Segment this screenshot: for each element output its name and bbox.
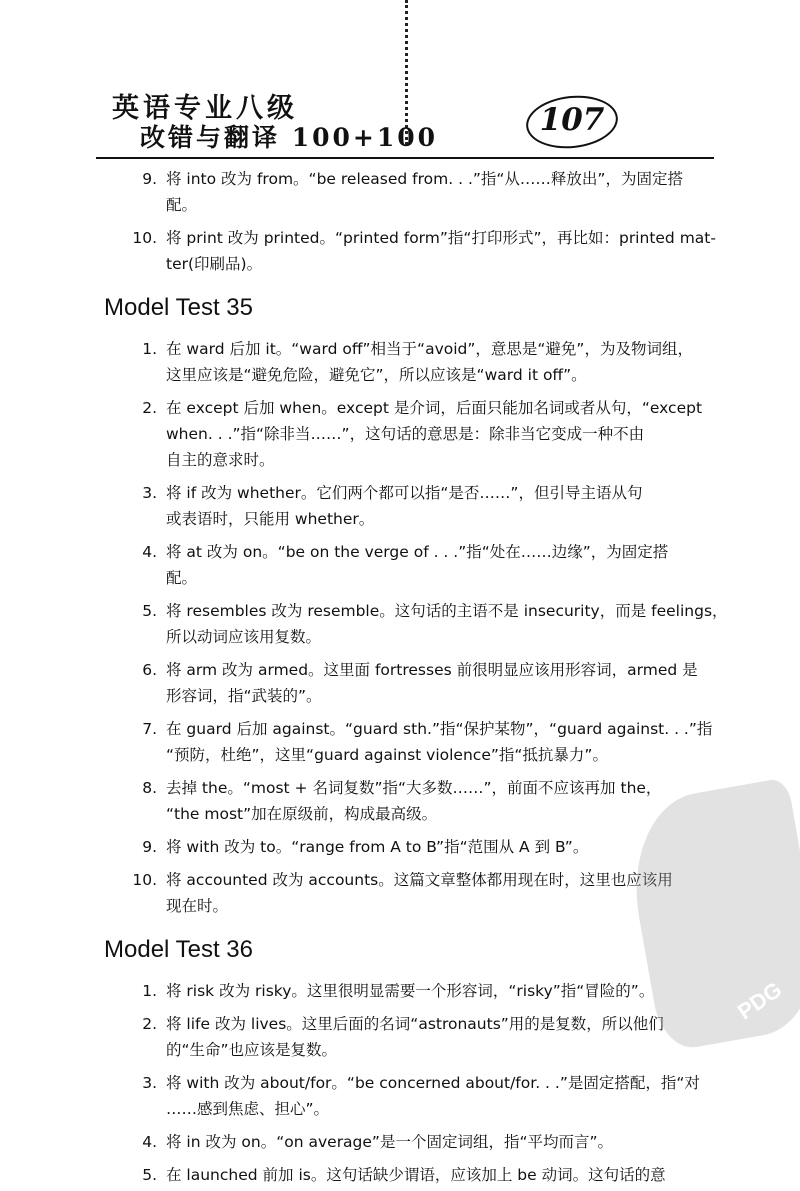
item-text-line: 配。 bbox=[166, 196, 198, 214]
item-text-line: 将 at 改为 on。“be on the verge of . . .”指“处在……边缘”，为固定搭 bbox=[166, 543, 669, 561]
item-number: 1. bbox=[142, 340, 157, 358]
item-number: 1. bbox=[142, 982, 157, 1000]
item-text-line: 所以动词应该用复数。 bbox=[166, 628, 322, 646]
item-number: 10. bbox=[132, 871, 157, 889]
item-text-line: 将 accounted 改为 accounts。这篇文章整体都用现在时，这里也应该用 bbox=[166, 871, 673, 889]
item-text-line: 配。 bbox=[166, 569, 198, 587]
item-text-line: ……感到焦虑、担心”。 bbox=[166, 1100, 330, 1118]
watermark-seal bbox=[620, 777, 800, 1053]
item-text-line: when. . .”指“除非当……”，这句话的意思是：除非当它变成一种不由 bbox=[166, 425, 645, 443]
item-text-line: 在 except 后加 when。except 是介词，后面只能加名词或者从句，“except bbox=[166, 399, 703, 417]
item-number: 5. bbox=[142, 1166, 157, 1184]
item-text-line: ter(印刷品)。 bbox=[166, 255, 263, 273]
page-header bbox=[0, 0, 800, 160]
item-text-line: 现在时。 bbox=[166, 897, 229, 915]
item-number: 7. bbox=[142, 720, 157, 738]
item-number: 8. bbox=[142, 779, 157, 797]
item-number: 2. bbox=[142, 399, 157, 417]
item-text-line: 将 with 改为 about/for。“be concerned about/for. . .”是固定搭配，指“对 bbox=[166, 1074, 700, 1092]
item-number: 9. bbox=[142, 838, 157, 856]
watermark-text: PDG bbox=[732, 976, 787, 1025]
item-number: 3. bbox=[142, 1074, 157, 1092]
section-heading: Model Test 35 bbox=[104, 294, 253, 321]
item-text-line: 将 into 改为 from。“be released from. . .”指“从……释放出”，为固定搭 bbox=[166, 170, 683, 188]
book-subtitle: 改错与翻译 100+100 bbox=[140, 123, 439, 152]
item-text-line: 将 in 改为 on。“on average”是一个固定词组，指“平均而言”。 bbox=[166, 1133, 614, 1151]
item-text-line: 的“生命”也应该是复数。 bbox=[166, 1041, 338, 1059]
item-text-line: 将 with 改为 to。“range from A to B”指“范围从 A 到 B”。 bbox=[166, 838, 589, 856]
series-title: 英语专业八级 bbox=[112, 93, 298, 124]
item-text-line: 将 resembles 改为 resemble。这句话的主语不是 insecurity，而是 feelings， bbox=[166, 602, 728, 620]
item-text-line: 将 if 改为 whether。它们两个都可以指“是否……”，但引导主语从句 bbox=[166, 484, 643, 502]
item-number: 4. bbox=[142, 1133, 157, 1151]
section-heading: Model Test 36 bbox=[104, 936, 253, 963]
watermark-stamp bbox=[640, 770, 800, 1060]
item-text-line: 这里应该是“避免危险，避免它”，所以应该是“ward it off”。 bbox=[166, 366, 587, 384]
item-text-line: “the most”加在原级前，构成最高级。 bbox=[166, 805, 438, 823]
item-number: 5. bbox=[142, 602, 157, 620]
item-text-line: “预防，杜绝”，这里“guard against violence”指“抵抗暴力”。 bbox=[166, 746, 608, 764]
item-text-line: 形容词，指“武装的”。 bbox=[166, 687, 322, 705]
item-text-line: 自主的意求时。 bbox=[166, 451, 275, 469]
item-text-line: 将 risk 改为 risky。这里很明显需要一个形容词，“risky”指“冒险的”。 bbox=[166, 982, 655, 1000]
item-text-line: 或表语时，只能用 whether。 bbox=[166, 510, 375, 528]
item-text-line: 在 launched 前加 is。这句话缺少谓语，应该加上 be 动词。这句话的意 bbox=[166, 1166, 666, 1184]
item-number: 4. bbox=[142, 543, 157, 561]
item-number: 2. bbox=[142, 1015, 157, 1033]
item-text-line: 将 arm 改为 armed。这里面 fortresses 前很明显应该用形容词，armed 是 bbox=[166, 661, 698, 679]
item-number: 10. bbox=[132, 229, 157, 247]
header-rule bbox=[96, 157, 714, 159]
item-text-line: 将 life 改为 lives。这里后面的名词“astronauts”用的是复数，所以他们 bbox=[166, 1015, 664, 1033]
item-text-line: 在 ward 后加 it。“ward off”相当于“avoid”，意思是“避免”，为及物词组， bbox=[166, 340, 693, 358]
item-text-line: 将 print 改为 printed。“printed form”指“打印形式”，再比如：printed mat- bbox=[166, 229, 716, 247]
item-text-line: 去掉 the。“most + 名词复数”指“大多数……”，前面不应该再加 the， bbox=[166, 779, 662, 797]
page-number: 107 bbox=[539, 102, 605, 138]
item-number: 9. bbox=[142, 170, 157, 188]
item-text-line: 在 guard 后加 against。“guard sth.”指“保护某物”，“guard against. . .”指 bbox=[166, 720, 713, 738]
item-number: 6. bbox=[142, 661, 157, 679]
page-number-badge bbox=[526, 96, 618, 148]
item-number: 3. bbox=[142, 484, 157, 502]
